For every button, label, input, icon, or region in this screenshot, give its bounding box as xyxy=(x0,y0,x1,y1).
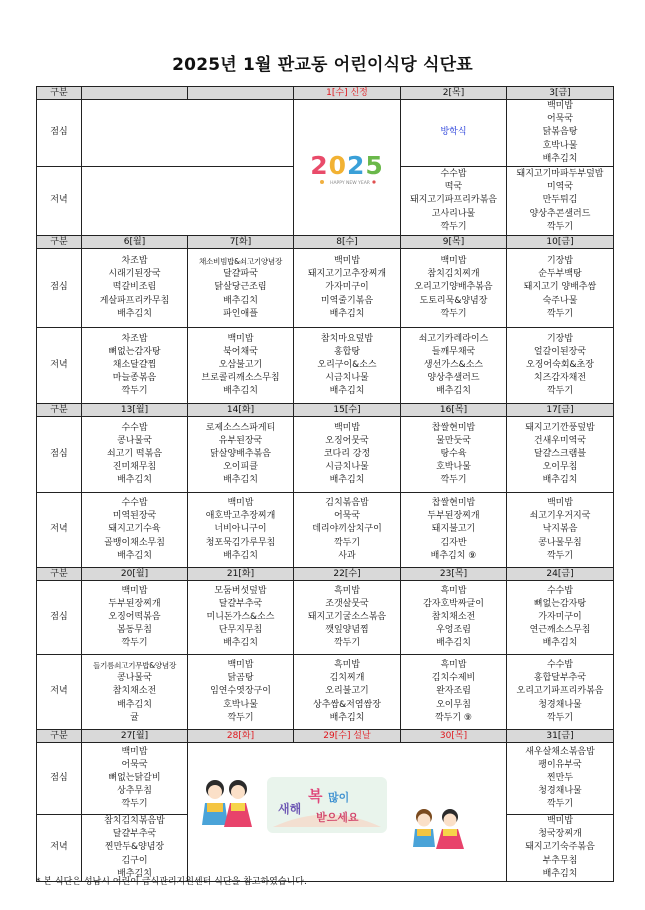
menu-item: 생선가스&소스 xyxy=(423,359,484,370)
menu-item: 깍두기 xyxy=(333,537,361,548)
menu-item: 새우살채소볶음밥 xyxy=(525,746,595,757)
menu-item: 청국장찌개 xyxy=(538,829,582,840)
meal-cell-dinner xyxy=(507,167,614,236)
menu-item: 배추김치 xyxy=(542,153,578,164)
menu-item: 탕수육 xyxy=(440,448,467,459)
menu-item: 흑미밥 xyxy=(333,660,361,670)
meal-cell-dinner xyxy=(294,328,401,404)
menu-item: 상추쌈&저염쌈장 xyxy=(313,699,381,710)
meal-cell-dinner xyxy=(401,328,507,404)
lunch-row xyxy=(37,743,614,815)
menu-item: 데리야끼삼치구이 xyxy=(312,524,382,535)
meal-cell-dinner xyxy=(82,815,188,882)
menu-item: 김구이 xyxy=(121,855,148,866)
lunch-label: 점심 xyxy=(37,249,82,328)
menu-item: 돼지고기마파두부덮밥 xyxy=(516,169,604,179)
menu-item: 배추김치 xyxy=(542,475,578,486)
menu-item: 백미밥 xyxy=(227,333,254,344)
day-header: 15[수] xyxy=(294,404,401,417)
menu-item: 우엉조림 xyxy=(436,625,471,636)
meal-cell-dinner xyxy=(507,493,614,568)
menu-item: 오이무침 xyxy=(436,699,471,710)
menu-item: 방학식 xyxy=(440,127,467,138)
meal-cell-dinner xyxy=(401,493,507,568)
menu-item: 호박나물 xyxy=(223,699,258,710)
meal-cell-dinner xyxy=(82,493,188,568)
menu-item: 돼지고기깐풍덮밥 xyxy=(525,422,595,433)
day-header xyxy=(188,87,294,100)
menu-item: 진미채무침 xyxy=(112,462,157,473)
menu-item: 배추김치 xyxy=(223,386,258,397)
menu-item: 청경채나물 xyxy=(538,699,582,710)
menu-item: 수수밥 xyxy=(121,498,148,508)
menu-item: 쇠고기 떡볶음 xyxy=(106,448,163,459)
day-header: 24[금] xyxy=(507,568,614,581)
menu-item: 배추김치 ⑨ xyxy=(430,550,477,561)
menu-item: 깍두기 xyxy=(546,308,574,319)
greeting-banner-text: 받으세요 xyxy=(316,811,359,825)
day-header: 23[목] xyxy=(401,568,507,581)
menu-item: 배추김치 xyxy=(223,550,258,561)
week-header-row xyxy=(37,87,614,100)
menu-item: 백미밥 xyxy=(121,746,148,757)
menu-item: 완자조림 xyxy=(436,686,471,697)
menu-item: 배추김치 xyxy=(542,868,578,879)
menu-item: 오리불고기 xyxy=(325,686,369,697)
footnote: * 본 식단은 성남시 어린이 급식관리지원센터 식단을 참고하였습니다. xyxy=(36,877,307,887)
menu-item: 돼지고기숙주볶음 xyxy=(525,842,595,853)
menu-item: 달걀부추국 xyxy=(112,829,157,840)
menu-item: 김치볶음밥 xyxy=(325,498,369,508)
menu-item: 순두부백탕 xyxy=(538,269,582,280)
menu-item: 게살파프리카무침 xyxy=(99,295,170,306)
menu-item: 미니돈가스&소스 xyxy=(206,611,275,622)
meal-cell-dinner xyxy=(507,655,614,730)
menu-item: 뼈없는닭갈비 xyxy=(108,772,161,783)
day-header: 29[수] 설날 xyxy=(294,730,401,743)
logo-caption-text: HAPPY NEW YEAR xyxy=(330,180,370,186)
menu-item: 깍두기 xyxy=(546,799,574,810)
day-header: 14[화] xyxy=(188,404,294,417)
menu-item: 브로콜리깨소스무침 xyxy=(201,373,280,384)
day-header: 17[금] xyxy=(507,404,614,417)
menu-item: 백미밥 xyxy=(333,256,361,266)
menu-item: 시금치나물 xyxy=(325,462,369,473)
menu-item: 김자반 xyxy=(440,537,467,548)
menu-item: 콩나물국 xyxy=(117,673,152,684)
meal-cell-lunch xyxy=(188,581,294,655)
day-header: 31[금] xyxy=(507,730,614,743)
meal-cell-dinner xyxy=(507,328,614,404)
menu-item: 깍두기 xyxy=(121,638,148,649)
dinner-label: 저녁 xyxy=(37,815,82,882)
menu-item: 애호박고추장찌개 xyxy=(205,511,276,522)
meal-cell-lunch xyxy=(507,743,614,815)
menu-item: 미역된장국 xyxy=(112,511,157,522)
menu-item: 양상추샐러드 xyxy=(427,373,480,384)
day-header xyxy=(82,87,188,100)
meal-cell-lunch xyxy=(507,581,614,655)
menu-item: 배추김치 xyxy=(329,308,365,319)
gubun-label: 구분 xyxy=(37,87,82,100)
menu-item: 찐만두 xyxy=(546,772,574,783)
menu-item: 봄동무침 xyxy=(117,625,152,636)
new-year-greeting-illustration xyxy=(188,747,506,877)
lunch-row xyxy=(37,249,614,328)
menu-item: 오징어숙회&초장 xyxy=(526,359,594,370)
meal-cell-dinner xyxy=(401,655,507,730)
menu-item: 돼지고기 양배추쌈 xyxy=(523,282,597,293)
menu-item: 깍두기 xyxy=(121,799,148,810)
menu-item: 북어채국 xyxy=(223,346,258,357)
day-header: 6[월] xyxy=(82,236,188,249)
meal-cell-lunch xyxy=(82,581,188,655)
meal-cell-lunch xyxy=(401,581,507,655)
menu-item: 깍두기 xyxy=(546,386,574,397)
day-header: 30[목] xyxy=(401,730,507,743)
menu-item: 돼지불고기 xyxy=(431,524,476,535)
menu-item: 깍두기 xyxy=(440,221,467,232)
menu-item: 백미밥 xyxy=(546,101,574,111)
menu-item: 오리고기파프리카볶음 xyxy=(516,686,604,697)
seollal-holiday-cell xyxy=(188,743,507,882)
menu-item: 채소달걀찜 xyxy=(112,359,157,370)
menu-item: 깍두기 xyxy=(546,221,574,232)
week-header-row xyxy=(37,568,614,581)
meal-cell-dinner xyxy=(188,655,294,730)
menu-item: 배추김치 xyxy=(436,638,471,649)
menu-item: 코다리 강정 xyxy=(323,448,371,459)
menu-item: 배추김치 xyxy=(329,712,365,723)
menu-item: 닭살당근조림 xyxy=(214,282,267,293)
menu-item: 깍두기 xyxy=(227,712,254,723)
menu-item: 돼지고기굴소스볶음 xyxy=(307,611,387,622)
menu-item: 기장밥 xyxy=(546,333,574,344)
menu-item: 수수밥 xyxy=(440,169,467,179)
menu-item: 청포묵김가루무침 xyxy=(205,537,276,548)
menu-item: 배추김치 xyxy=(117,550,152,561)
day-header: 13[월] xyxy=(82,404,188,417)
menu-item: 백미밥 xyxy=(333,422,361,433)
gubun-label: 구분 xyxy=(37,730,82,743)
menu-item: 어묵국 xyxy=(121,759,148,770)
menu-item: 시래기된장국 xyxy=(108,269,161,280)
menu-item: 치즈감자채전 xyxy=(533,373,587,384)
menu-item: 물만둣국 xyxy=(436,435,471,446)
menu-item: 도토리묵&양념장 xyxy=(419,295,488,306)
menu-item: 청경채나물 xyxy=(538,786,582,797)
menu-item: 뼈없는감자탕 xyxy=(533,598,587,609)
menu-item: 팽이유부국 xyxy=(538,759,582,770)
menu-item: 너비아니구이 xyxy=(214,524,267,535)
blank-cell xyxy=(82,100,294,167)
menu-item: 흑미밥 xyxy=(333,585,361,596)
menu-item: 백미밥 xyxy=(440,256,467,266)
menu-item: 찹쌀현미밥 xyxy=(431,422,476,433)
menu-item: 깍두기 xyxy=(121,386,148,397)
menu-item: 홍합달부추국 xyxy=(533,673,587,684)
meal-cell-dinner xyxy=(294,493,401,568)
greeting-banner-text: 새해 xyxy=(278,802,302,817)
menu-item: 임연수엿장구이 xyxy=(210,686,271,697)
new-year-2025-logo xyxy=(302,148,392,188)
day-header: 9[목] xyxy=(401,236,507,249)
kids-hanbok-left-icon xyxy=(202,780,252,827)
menu-item: 마늘종볶음 xyxy=(112,373,157,384)
lunch-label: 점심 xyxy=(37,417,82,493)
menu-item: 오징어뭇국 xyxy=(325,435,369,446)
menu-item: 양상추콘샐러드 xyxy=(529,208,591,219)
menu-item: 사과 xyxy=(338,550,356,561)
menu-item: 차조밥 xyxy=(121,333,148,344)
day-header: 16[목] xyxy=(401,404,507,417)
meal-cell-lunch xyxy=(294,417,401,493)
day-header: 28[화] xyxy=(188,730,294,743)
menu-item: 배추김치 xyxy=(436,386,471,397)
menu-item: 감자호박짜글이 xyxy=(423,598,484,609)
meal-cell-dinner xyxy=(188,493,294,568)
menu-item: 수수밥 xyxy=(121,422,148,433)
menu-item: 돼지고기수육 xyxy=(108,524,161,535)
menu-item: 배추김치 xyxy=(542,638,578,649)
menu-item: 돼지고기고추장찌개 xyxy=(307,269,387,280)
dinner-row xyxy=(37,328,614,404)
menu-item: 김치찌개 xyxy=(329,673,365,684)
meal-cell-lunch xyxy=(294,581,401,655)
menu-item: 닭곰탕 xyxy=(227,673,254,684)
menu-item: 두부된장찌개 xyxy=(427,511,480,522)
logo-year-text: 2025 xyxy=(310,150,384,180)
menu-item: 김치수제비 xyxy=(431,673,476,684)
menu-item: 떡국 xyxy=(444,182,463,193)
week-header-row xyxy=(37,236,614,249)
menu-item: 수수밥 xyxy=(546,585,574,596)
menu-item: 깍두기 xyxy=(333,638,361,649)
menu-item: 들깨무채국 xyxy=(431,346,476,357)
greeting-banner-text: 복 xyxy=(308,787,323,806)
menu-item: 어묵국 xyxy=(333,511,361,522)
menu-item: 조갯살뭇국 xyxy=(325,598,369,609)
menu-item: 배추김치 xyxy=(329,475,365,486)
meal-cell-lunch xyxy=(188,249,294,328)
menu-item: 백미밥 xyxy=(546,498,574,508)
menu-item: 깍두기 xyxy=(546,712,574,723)
meal-cell-lunch xyxy=(507,249,614,328)
menu-item: 미역줄기볶음 xyxy=(320,295,374,306)
menu-item: 오징어떡볶음 xyxy=(108,611,161,622)
meal-cell-lunch xyxy=(82,417,188,493)
day-header: 20[월] xyxy=(82,568,188,581)
menu-item: 오리고기양배추볶음 xyxy=(414,282,493,293)
menu-item: 골뱅이채소무침 xyxy=(104,537,165,548)
menu-item: 깻잎양념찜 xyxy=(325,625,369,636)
menu-item: 시금치나물 xyxy=(325,373,369,384)
menu-item: 뼈없는감자탕 xyxy=(108,346,161,357)
menu-item: 미역국 xyxy=(546,182,574,193)
menu-item: 오이무침 xyxy=(542,462,578,473)
menu-item: 백미밥 xyxy=(227,660,254,670)
dinner-label: 저녁 xyxy=(37,167,82,236)
menu-item: 오리구이&소스 xyxy=(317,359,377,370)
menu-item: 오이피클 xyxy=(223,462,258,473)
menu-item: 달걀파국 xyxy=(223,269,258,280)
menu-item: 배추김치 xyxy=(117,699,152,710)
meal-plan-table xyxy=(36,86,614,882)
lunch-row xyxy=(37,581,614,655)
menu-item: 백미밥 xyxy=(546,816,574,827)
menu-item: 깍두기 ⑨ xyxy=(434,712,472,723)
meal-cell-lunch xyxy=(401,249,507,328)
menu-item: 유부된장국 xyxy=(218,435,263,446)
dinner-row xyxy=(37,655,614,730)
menu-item: 달걀부추국 xyxy=(218,598,263,609)
week-header-row xyxy=(37,730,614,743)
menu-item: 모둠버섯덮밥 xyxy=(214,585,267,596)
meal-cell-lunch xyxy=(188,417,294,493)
day-header: 1[수] 신정 xyxy=(294,87,401,100)
menu-item: 로제소스스파게티 xyxy=(205,422,276,433)
menu-item: 파인애플 xyxy=(223,308,258,319)
meal-cell-lunch xyxy=(507,417,614,493)
menu-item: 홍합탕 xyxy=(333,346,361,357)
lunch-row xyxy=(37,100,614,167)
menu-item: 만두튀김 xyxy=(542,195,578,206)
menu-item: 어묵국 xyxy=(546,114,574,125)
gubun-label: 구분 xyxy=(37,404,82,417)
day-header: 3[금] xyxy=(507,87,614,100)
menu-item: 찹쌀현미밥 xyxy=(431,498,476,508)
gubun-label: 구분 xyxy=(37,568,82,581)
gubun-label: 구분 xyxy=(37,236,82,249)
meal-cell-dinner xyxy=(188,328,294,404)
meal-cell-dinner xyxy=(82,328,188,404)
menu-item: 배추김치 xyxy=(223,638,258,649)
menu-item: 배추김치 xyxy=(223,295,258,306)
menu-item: 참치채소전 xyxy=(112,686,157,697)
blank-cell xyxy=(82,167,294,236)
menu-item: 콩나물무침 xyxy=(538,537,582,548)
menu-item: 백미밥 xyxy=(121,585,148,596)
menu-item: 고사리나물 xyxy=(431,208,476,219)
menu-item: 오삼불고기 xyxy=(218,359,263,370)
menu-item: 들기름쇠고기무밥&양념장 xyxy=(92,661,176,670)
meal-cell-lunch xyxy=(82,743,188,815)
day-header: 10[금] xyxy=(507,236,614,249)
new-year-logo-cell xyxy=(294,100,401,236)
dinner-row xyxy=(37,493,614,568)
meal-cell-lunch xyxy=(294,249,401,328)
menu-item: 참치마요덮밥 xyxy=(320,333,374,344)
menu-item: 흑미밥 xyxy=(440,660,467,670)
lunch-label: 점심 xyxy=(37,743,82,815)
menu-item: 달걀스크램블 xyxy=(533,448,587,459)
menu-item: 배추김치 xyxy=(117,475,152,486)
menu-item: 호박나물 xyxy=(542,140,578,151)
page-title: 2025년 1월 판교동 어린이식당 식단표 xyxy=(172,55,473,75)
day-header: 27[월] xyxy=(82,730,188,743)
menu-item: 호박나물 xyxy=(436,462,471,473)
menu-item: 가자미구이 xyxy=(325,282,369,293)
meal-cell-lunch xyxy=(82,249,188,328)
menu-item: 차조밥 xyxy=(121,256,148,266)
meal-cell-lunch xyxy=(401,100,507,167)
menu-item: 얼갈이된장국 xyxy=(533,346,587,357)
kids-hanbok-right-icon xyxy=(413,809,464,849)
menu-item: 쇠고기우거지국 xyxy=(529,511,591,522)
menu-item: 두부된장찌개 xyxy=(108,598,161,609)
menu-item: 깍두기 xyxy=(546,550,574,561)
meal-cell-lunch xyxy=(507,100,614,167)
menu-item: 흑미밥 xyxy=(440,585,467,596)
day-header: 7[화] xyxy=(188,236,294,249)
menu-item: 배추김치 xyxy=(223,475,258,486)
menu-item: 낙지볶음 xyxy=(542,524,578,535)
menu-item: 상추무침 xyxy=(117,786,152,797)
menu-item: 수수밥 xyxy=(546,660,574,670)
menu-item: 참치채소전 xyxy=(431,611,476,622)
dinner-label: 저녁 xyxy=(37,328,82,404)
dinner-label: 저녁 xyxy=(37,655,82,730)
lunch-label: 점심 xyxy=(37,100,82,167)
menu-item: 귤 xyxy=(130,712,139,723)
menu-item: 연근깨소스무침 xyxy=(529,625,591,636)
menu-item: 콩나물국 xyxy=(117,435,152,446)
menu-item: 채소비빔밥&쇠고기양념장 xyxy=(198,257,282,266)
menu-item: 쇠고기카레라이스 xyxy=(418,333,489,344)
lunch-label: 점심 xyxy=(37,581,82,655)
greeting-banner-text: 많이 xyxy=(328,791,350,805)
menu-item: 닭볶음탕 xyxy=(542,127,578,138)
day-header: 8[수] xyxy=(294,236,401,249)
lunch-row xyxy=(37,417,614,493)
meal-cell-dinner xyxy=(82,655,188,730)
menu-item: 찐만두&양념장 xyxy=(104,842,165,853)
menu-item: 기장밥 xyxy=(546,256,574,266)
menu-item: 떡갈비조림 xyxy=(112,282,157,293)
day-header: 22[수] xyxy=(294,568,401,581)
menu-item: 닭살양배추볶음 xyxy=(210,448,271,459)
menu-item: 참치김치볶음밥 xyxy=(104,816,165,827)
menu-item: 배추김치 xyxy=(329,386,365,397)
week-header-row xyxy=(37,404,614,417)
menu-item: 숙주나물 xyxy=(542,295,578,306)
menu-item: 배추김치 xyxy=(117,868,152,879)
menu-item: 깍두기 xyxy=(440,308,467,319)
dinner-label: 저녁 xyxy=(37,493,82,568)
menu-item: 배추김치 xyxy=(117,308,152,319)
menu-item: 백미밥 xyxy=(227,498,254,508)
menu-item: 건새우미역국 xyxy=(533,435,587,446)
menu-item: 깍두기 xyxy=(440,475,467,486)
meal-cell-lunch xyxy=(401,417,507,493)
meal-cell-dinner xyxy=(401,167,507,236)
menu-item: 단무지무침 xyxy=(218,625,263,636)
day-header: 21[화] xyxy=(188,568,294,581)
day-header: 2[목] xyxy=(401,87,507,100)
menu-item: 부추무침 xyxy=(542,855,578,866)
meal-cell-dinner xyxy=(507,815,614,882)
menu-item: 가자미구이 xyxy=(538,611,582,622)
meal-cell-dinner xyxy=(294,655,401,730)
menu-item: 돼지고기파프리카볶음 xyxy=(410,195,497,206)
menu-item: 참치김치찌개 xyxy=(427,269,480,280)
